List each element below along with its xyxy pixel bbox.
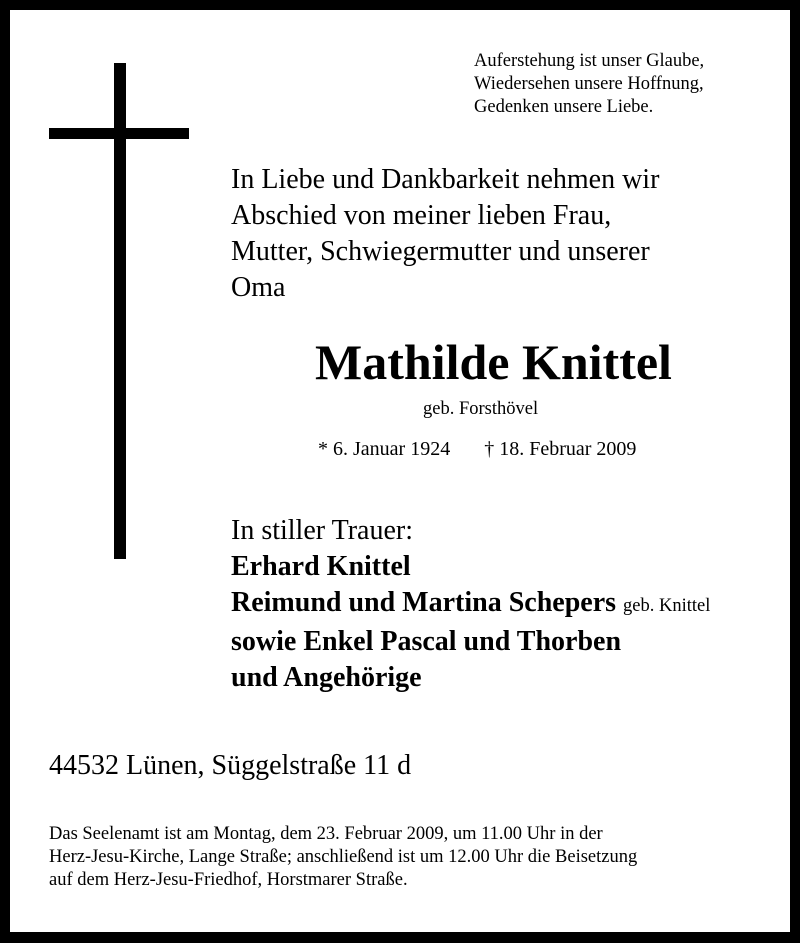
intro-line: In Liebe und Dankbarkeit nehmen wir [231, 164, 660, 195]
mourner-line: und Angehörige [231, 662, 422, 693]
notice-line: Das Seelenamt ist am Montag, dem 23. Februar 2009, um 11.00 Uhr in der [49, 824, 603, 844]
intro-text [231, 162, 659, 306]
mourner-line [231, 585, 710, 624]
funeral-notice [49, 823, 637, 892]
maiden-name: geb. Forsthövel [423, 399, 539, 419]
death-date: † 18. Februar 2009 [484, 438, 637, 460]
notice-line: Herz-Jesu-Kirche, Lange Straße; anschließend ist um 12.00 Uhr die Beisetzung [49, 847, 638, 867]
cross-icon-crossbar [49, 128, 189, 139]
mourners-heading: In stiller Trauer: [231, 515, 413, 546]
mourner-line: Erhard Knittel [231, 551, 411, 582]
quote-line: Gedenken unsere Liebe. [474, 97, 654, 117]
quote-line: Wiedersehen unsere Hoffnung, [474, 74, 704, 94]
intro-line: Oma [231, 272, 286, 303]
quote-block [474, 50, 704, 119]
birth-date: * 6. Januar 1924 [318, 438, 451, 460]
life-dates [318, 436, 636, 462]
notice-line: auf dem Herz-Jesu-Friedhof, Horstmarer Straße. [49, 870, 408, 890]
mourner-maiden-name: geb. Knittel [623, 596, 711, 616]
address: 44532 Lünen, Süggelstraße 11 d [49, 750, 412, 781]
quote-line: Auferstehung ist unser Glaube, [474, 51, 705, 71]
mourner-line: sowie Enkel Pascal und Thorben [231, 626, 622, 657]
obituary-card [10, 10, 790, 932]
deceased-name: Mathilde Knittel [315, 334, 672, 390]
intro-line: Abschied von meiner lieben Frau, [231, 200, 612, 231]
intro-line: Mutter, Schwiegermutter und unserer [231, 236, 650, 267]
mourners-block [231, 513, 710, 696]
mourner-name: Reimund und Martina Schepers [231, 587, 617, 618]
